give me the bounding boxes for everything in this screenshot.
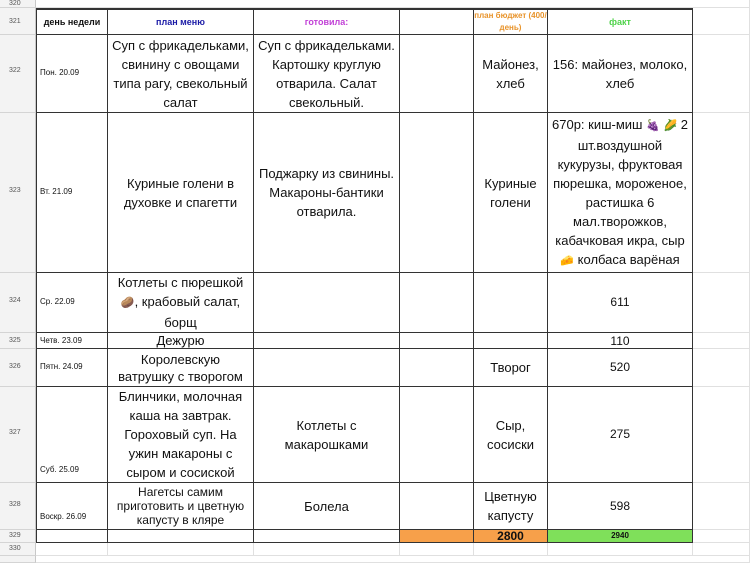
row-324-fact[interactable]: 611 xyxy=(548,273,693,333)
row-324-plan-line1: Котлеты с пюрешкой xyxy=(117,275,244,290)
row-327-cooked[interactable]: Котлеты с макарошками xyxy=(254,387,400,483)
row-327-empty[interactable] xyxy=(400,387,474,483)
header-empty[interactable] xyxy=(400,8,474,35)
row-323-fact[interactable] xyxy=(548,113,693,273)
row-header-330[interactable]: 330 xyxy=(0,543,36,556)
row-323-day[interactable]: Вт. 21.09 xyxy=(36,113,108,273)
row-328-day[interactable]: Воскр. 26.09 xyxy=(36,483,108,530)
row-header-324[interactable]: 324 xyxy=(0,273,36,333)
row-322-empty[interactable] xyxy=(400,35,474,113)
grid-row-320[interactable] xyxy=(36,0,750,8)
row-324-empty[interactable] xyxy=(400,273,474,333)
grid-cell[interactable] xyxy=(693,483,750,530)
row-323-plan[interactable]: Куриные голени в духовке и спагетти xyxy=(108,113,254,273)
row-328-plan[interactable]: Нагетсы самим приготовить и цветную капусту в кляре xyxy=(108,483,254,530)
row-329-plan[interactable] xyxy=(108,530,254,543)
row-324-plan-line2: , крабовый салат, борщ xyxy=(134,294,241,330)
row-323-cooked[interactable]: Поджарку из свинины. Макароны-бантики отварила. xyxy=(254,113,400,273)
row-323-fact-line3: колбаса варёная xyxy=(577,251,680,267)
grid-cell[interactable] xyxy=(108,543,254,556)
grid-cell[interactable] xyxy=(693,349,750,387)
row-header-331[interactable] xyxy=(0,556,36,563)
row-324-day[interactable]: Ср. 22.09 xyxy=(36,273,108,333)
row-322-day[interactable]: Пон. 20.09 xyxy=(36,35,108,113)
row-323-fact-line1: 670р: киш-миш xyxy=(552,116,643,132)
row-326-cooked[interactable] xyxy=(254,349,400,387)
grid-cell[interactable] xyxy=(693,543,750,556)
grapes-icon: 🍇 xyxy=(646,119,660,132)
row-324-budget[interactable] xyxy=(474,273,548,333)
row-323-empty[interactable] xyxy=(400,113,474,273)
grid-cell[interactable] xyxy=(254,543,400,556)
row-328-fact[interactable]: 598 xyxy=(548,483,693,530)
grid-cell[interactable] xyxy=(693,113,750,273)
row-323-fact-content xyxy=(550,115,690,271)
row-328-cooked[interactable]: Болела xyxy=(254,483,400,530)
row-header-329[interactable]: 329 xyxy=(0,530,36,543)
header-cooked[interactable]: готовила: xyxy=(254,8,400,35)
row-326-empty[interactable] xyxy=(400,349,474,387)
grid-cell[interactable] xyxy=(693,8,750,35)
header-plan-budget[interactable]: план бюджет (400/день) xyxy=(474,8,548,35)
row-328-budget[interactable]: Цветную капусту xyxy=(474,483,548,530)
row-326-plan[interactable]: Королевскую ватрушку с творогом xyxy=(108,349,254,387)
row-325-plan[interactable]: Дежурю xyxy=(108,333,254,349)
row-header-323[interactable]: 323 xyxy=(0,113,36,273)
grid-cell[interactable] xyxy=(693,387,750,483)
grid-cell[interactable] xyxy=(474,543,548,556)
row-326-day[interactable]: Пятн. 24.09 xyxy=(36,349,108,387)
grid-cell[interactable] xyxy=(36,543,108,556)
row-325-fact[interactable]: 110 xyxy=(548,333,693,349)
header-fact[interactable]: факт xyxy=(548,8,693,35)
row-329-cooked[interactable] xyxy=(254,530,400,543)
row-header-327[interactable]: 327 xyxy=(0,387,36,483)
row-325-empty[interactable] xyxy=(400,333,474,349)
row-header-322[interactable]: 322 xyxy=(0,35,36,113)
row-322-budget[interactable]: Майонез, хлеб xyxy=(474,35,548,113)
corn-icon: 🌽 xyxy=(663,119,678,132)
row-327-budget[interactable]: Сыр, сосиски xyxy=(474,387,548,483)
row-324-plan-content xyxy=(112,273,249,332)
row-328-empty[interactable] xyxy=(400,483,474,530)
row-329-day[interactable] xyxy=(36,530,108,543)
row-327-fact[interactable]: 275 xyxy=(548,387,693,483)
grid-cell[interactable] xyxy=(548,543,693,556)
row-header-321[interactable]: 321 xyxy=(0,8,36,35)
row-header-328[interactable]: 328 xyxy=(0,483,36,530)
cheese-icon: 🧀 xyxy=(560,254,575,267)
row-322-plan[interactable]: Суп с фрикадельками, свинину с овощами типа рагу, свекольный салат xyxy=(108,35,254,113)
total-budget[interactable]: 2800 xyxy=(474,530,548,543)
row-324-plan[interactable] xyxy=(108,273,254,333)
row-327-day[interactable]: Суб. 25.09 xyxy=(36,387,108,483)
grid-cell[interactable] xyxy=(693,35,750,113)
row-327-plan[interactable]: Блинчики, молочная каша на завтрак. Гороховый суп. На ужин макароны с сыром и сосиской xyxy=(108,387,254,483)
row-325-day[interactable]: Четв. 23.09 xyxy=(36,333,108,349)
row-323-budget[interactable]: Куриные голени xyxy=(474,113,548,273)
row-326-fact[interactable]: 520 xyxy=(548,349,693,387)
row-323-fact-line2: 2 шт.воздушной кукурузы, фруктовая пюрешка, мороженое, растишка 6 мал.творожков, кабачковая икра, сыр xyxy=(553,116,688,248)
grid-cell[interactable] xyxy=(693,273,750,333)
row-322-fact[interactable]: 156: майонез, молоко, хлеб xyxy=(548,35,693,113)
row-325-cooked[interactable] xyxy=(254,333,400,349)
row-header-325[interactable]: 325 xyxy=(0,333,36,349)
grid-cell[interactable] xyxy=(400,543,474,556)
row-329-empty-orange[interactable] xyxy=(400,530,474,543)
grid-cell[interactable] xyxy=(693,530,750,543)
row-header-320[interactable]: 320 xyxy=(0,0,36,8)
total-fact[interactable]: 2940 xyxy=(548,530,693,543)
header-plan-menu[interactable]: план меню xyxy=(108,8,254,35)
row-325-budget[interactable] xyxy=(474,333,548,349)
row-326-budget[interactable]: Творог xyxy=(474,349,548,387)
grid-row-331[interactable] xyxy=(36,556,750,563)
row-header-326[interactable]: 326 xyxy=(0,349,36,387)
grid-cell[interactable] xyxy=(693,333,750,349)
header-day[interactable]: день недели xyxy=(36,8,108,35)
row-324-cooked[interactable] xyxy=(254,273,400,333)
potato-icon: 🥔 xyxy=(120,297,135,309)
row-322-cooked[interactable]: Суп с фрикадельками. Картошку круглую отварила. Салат свекольный. xyxy=(254,35,400,113)
